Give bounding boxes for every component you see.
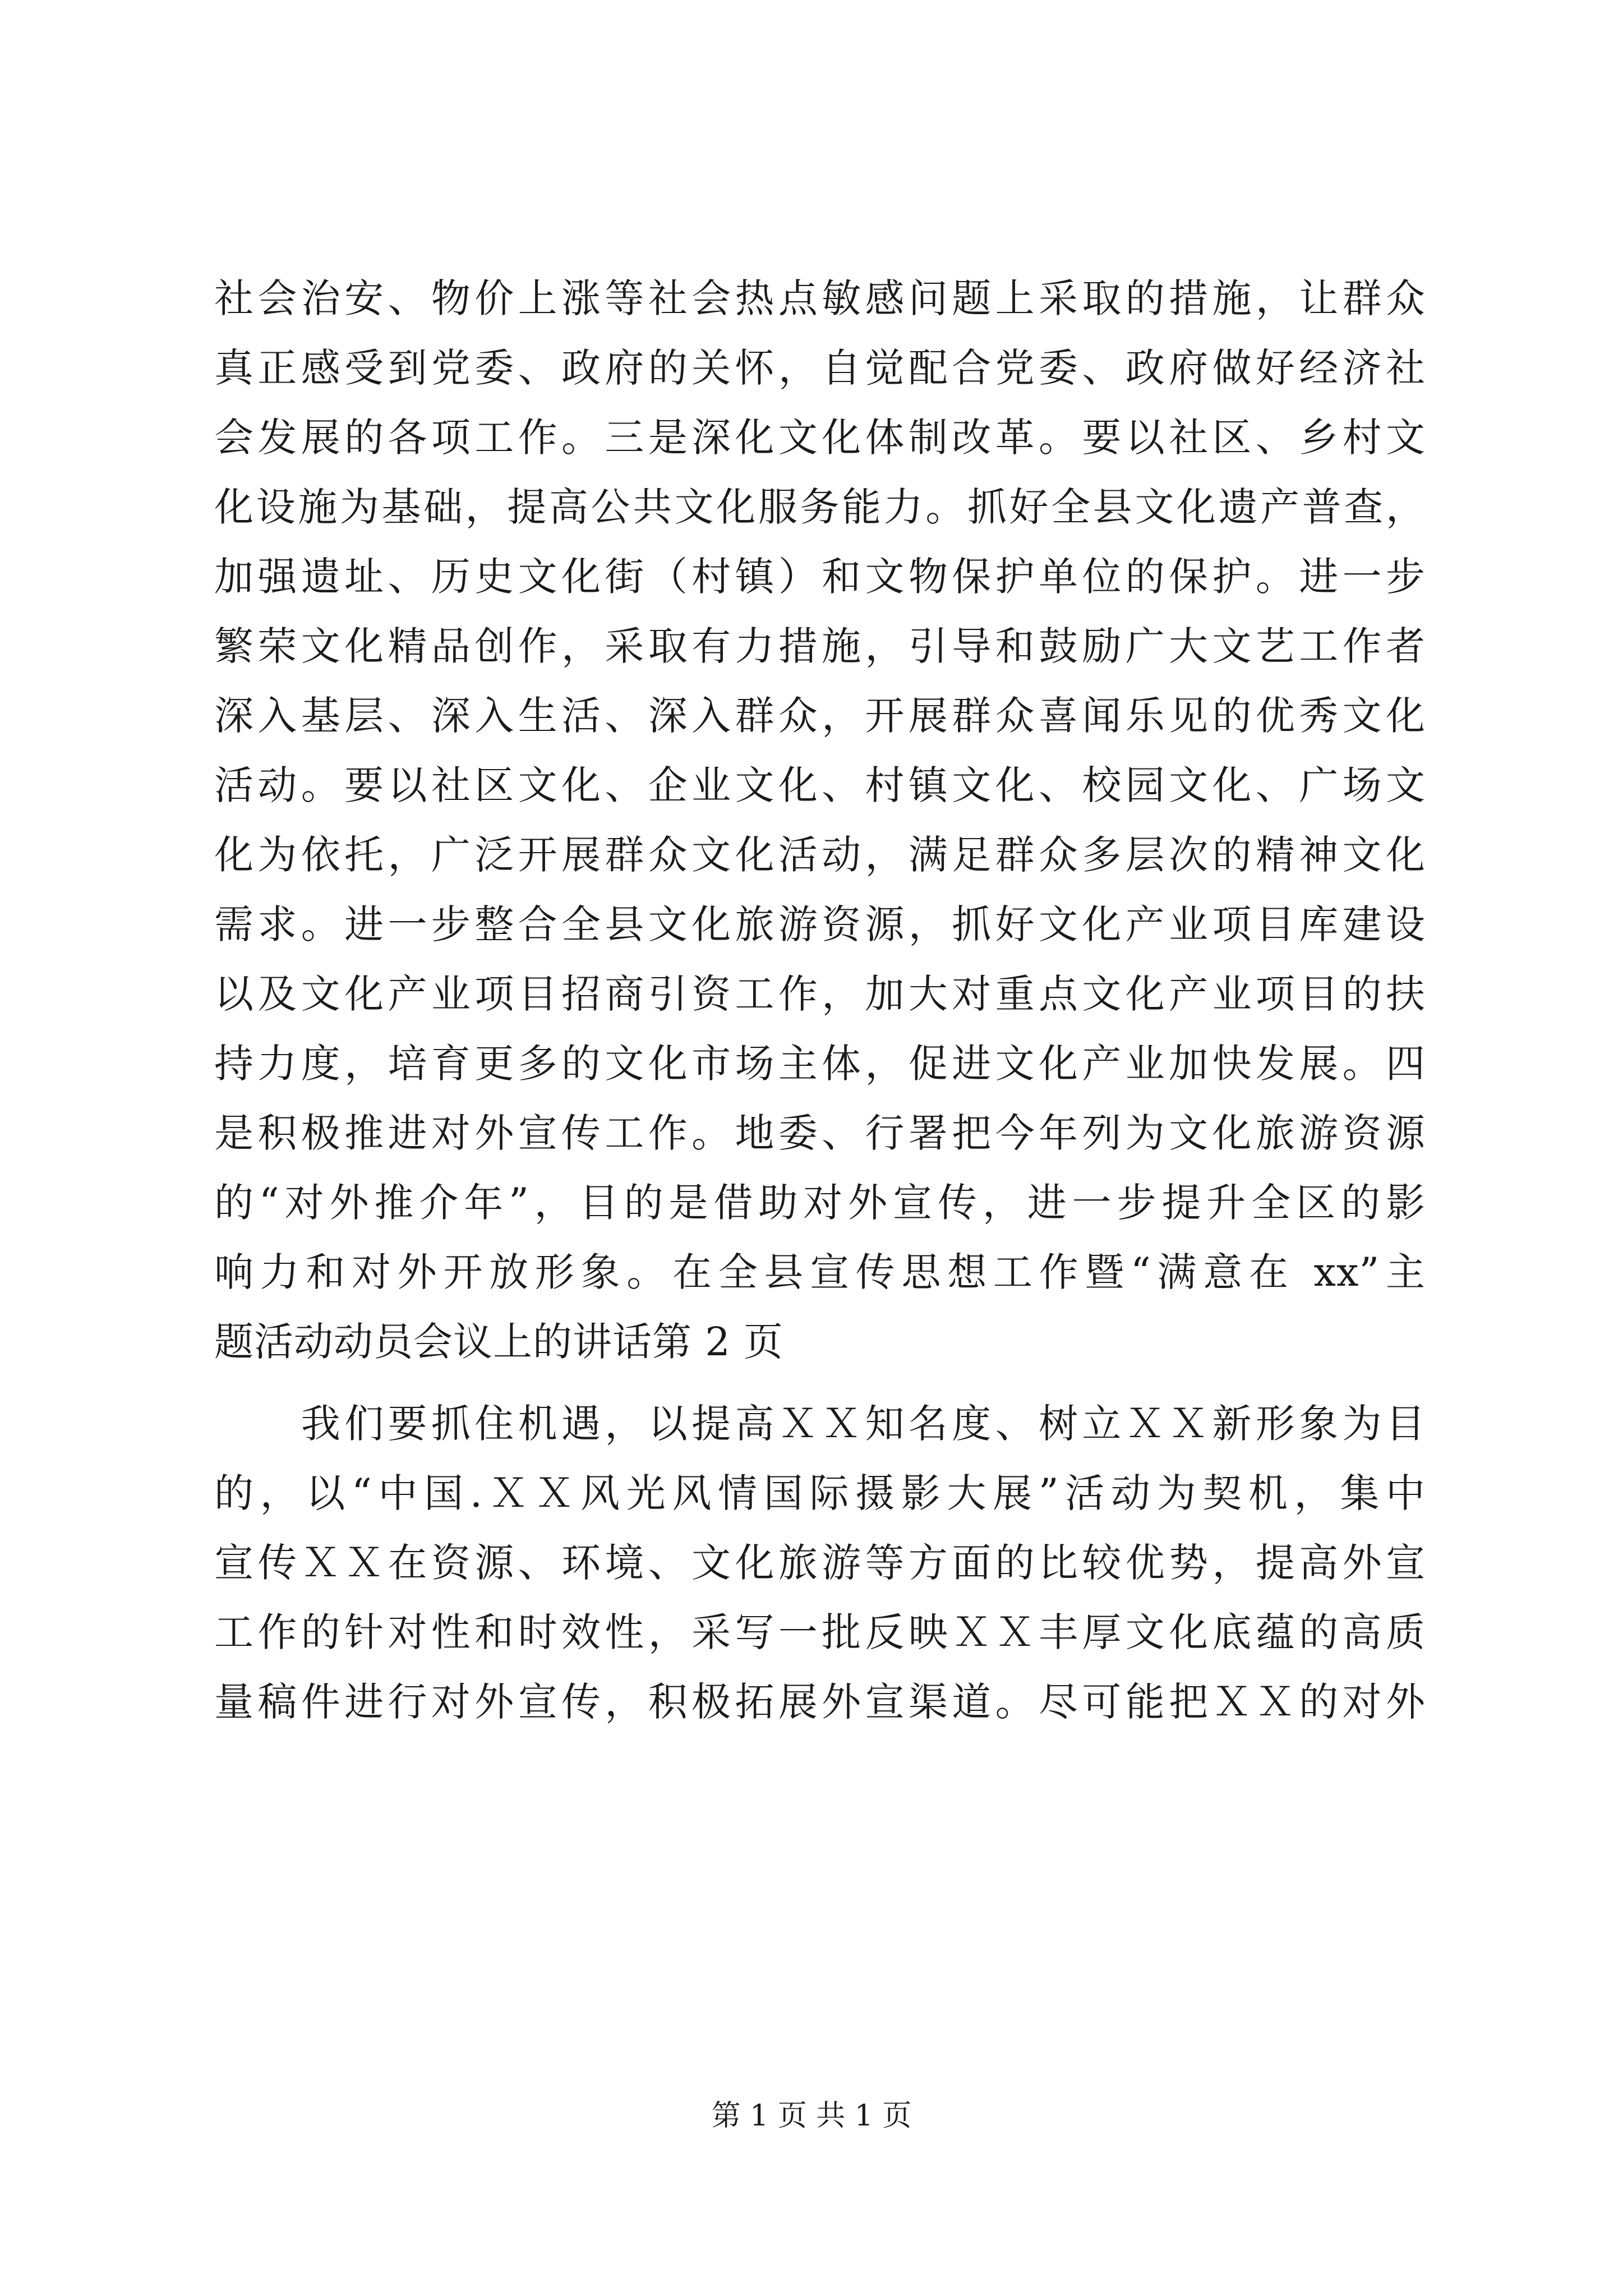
text-line: 的，以“中国.ＸＸ风光风情国际摄影大展”活动为契机，集中 (214, 1470, 1426, 1516)
document-body (214, 264, 1426, 1737)
text-line: 响力和对外开放形象。在全县宣传思想工作暨“满意在 xx”主 (214, 1249, 1426, 1295)
page-number-label: 第 1 页 共 1 页 (711, 2099, 912, 2133)
text-line: 是积极推进对外宣传工作。地委、行署把今年列为文化旅游资源 (214, 1110, 1426, 1156)
text-line: 我们要抓住机遇，以提高ＸＸ知名度、树立ＸＸ新形象为目 (214, 1401, 1426, 1447)
text-line: 深入基层、深入生活、深入群众，开展群众喜闻乐见的优秀文化 (214, 693, 1426, 739)
text-line: 会发展的各项工作。三是深化文化体制改革。要以社区、乡村文 (214, 415, 1426, 461)
text-line: 需求。进一步整合全县文化旅游资源，抓好文化产业项目库建设 (214, 901, 1426, 947)
text-line: 化为依托，广泛开展群众文化活动，满足群众多层次的精神文化 (214, 832, 1426, 878)
text-line: 的“对外推介年”，目的是借助对外宣传，进一步提升全区的影 (214, 1180, 1426, 1226)
text-line: 真正感受到党委、政府的关怀，自觉配合党委、政府做好经济社 (214, 345, 1426, 391)
paragraph-1 (214, 264, 1426, 1377)
text-line: 活动。要以社区文化、企业文化、村镇文化、校园文化、广场文 (214, 762, 1426, 808)
text-line: 工作的针对性和时效性，采写一批反映ＸＸ丰厚文化底蕴的高质 (214, 1609, 1426, 1655)
page-footer (0, 2099, 1623, 2133)
text-line: 繁荣文化精品创作，采取有力措施，引导和鼓励广大文艺工作者 (214, 623, 1426, 669)
text-line: 量稿件进行对外宣传，积极拓展外宣渠道。尽可能把ＸＸ的对外 (214, 1679, 1426, 1725)
text-line: 题活动动员会议上的讲话第 2 页 (214, 1319, 784, 1365)
paragraph-2 (214, 1389, 1426, 1737)
text-line: 化设施为基础，提高公共文化服务能力。抓好全县文化遗产普查， (214, 484, 1426, 530)
text-line: 社会治安、物价上涨等社会热点敏感问题上采取的措施，让群众 (214, 275, 1426, 321)
text-line: 持力度，培育更多的文化市场主体，促进文化产业加快发展。四 (214, 1041, 1426, 1087)
text-line: 以及文化产业项目招商引资工作，加大对重点文化产业项目的扶 (214, 971, 1426, 1017)
text-line: 加强遗址、历史文化街（村镇）和文物保护单位的保护。进一步 (214, 554, 1426, 600)
text-line: 宣传ＸＸ在资源、环境、文化旅游等方面的比较优势，提高外宣 (214, 1540, 1426, 1586)
